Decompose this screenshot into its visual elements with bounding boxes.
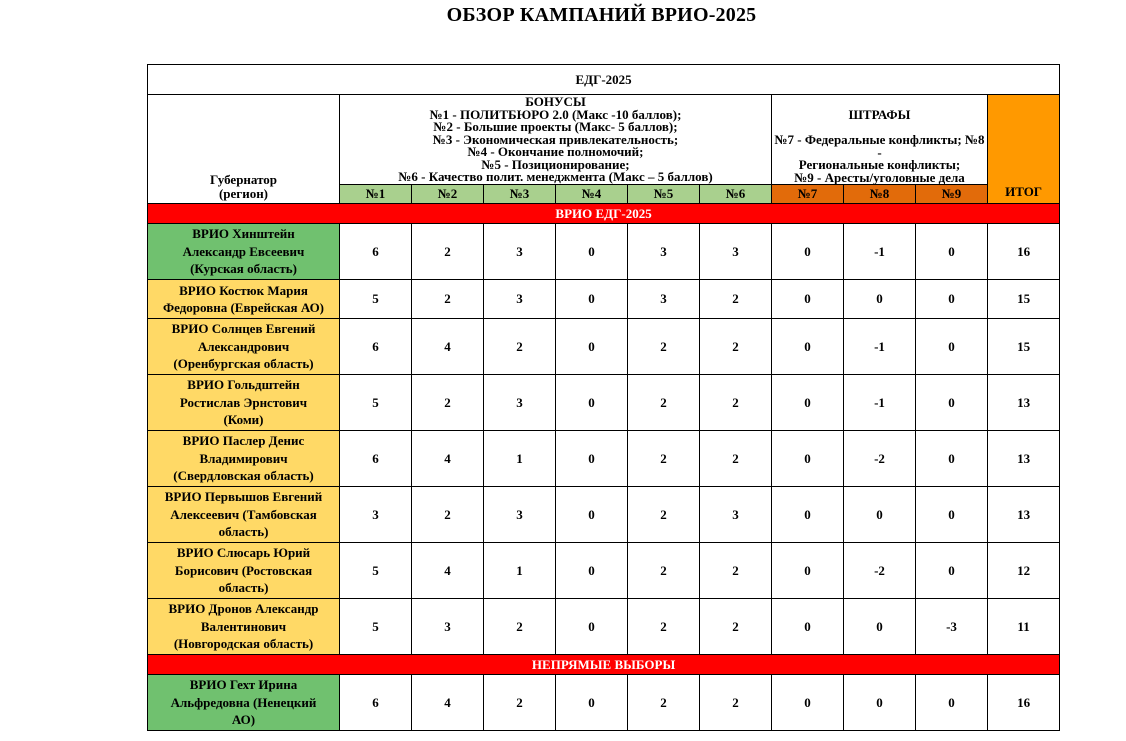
score-cell: 0 — [556, 375, 628, 431]
score-cell: 0 — [772, 375, 844, 431]
governor-name-line: Александр Евсеевич — [182, 243, 305, 259]
governor-name-line: ВРИО Гольдштейн — [187, 377, 300, 393]
score-cell: 2 — [700, 375, 772, 431]
score-cell: 5 — [340, 599, 412, 655]
total-cell: 13 — [988, 431, 1060, 487]
total-cell: 13 — [988, 487, 1060, 543]
score-cell: 5 — [340, 375, 412, 431]
score-cell: 2 — [700, 280, 772, 319]
score-cell: 1 — [484, 431, 556, 487]
governor-name-line: Федоровна (Еврейская АО) — [162, 300, 325, 315]
score-cell: 0 — [772, 431, 844, 487]
governor-name-cell — [148, 224, 340, 280]
score-cell: 2 — [412, 487, 484, 543]
bonus-column-number: №5 — [628, 185, 700, 204]
governor-name-line: Ростислав Эрнстович — [179, 394, 308, 410]
governor-name-cell — [148, 280, 340, 319]
bonus-column-number: №6 — [700, 185, 772, 204]
governor-name-line: (Оренбургская область) — [173, 356, 314, 372]
score-cell: 0 — [556, 487, 628, 543]
score-cell: 3 — [628, 280, 700, 319]
section-row — [148, 204, 1060, 224]
header-description-row — [148, 95, 1060, 185]
governor-name-line: Владимирович — [199, 450, 288, 466]
governor-name-cell — [148, 675, 340, 731]
score-cell: -1 — [844, 319, 916, 375]
bonus-column-number: №1 — [340, 185, 412, 204]
score-cell: 0 — [556, 224, 628, 280]
governor-row — [148, 599, 1060, 655]
score-cell: 0 — [844, 280, 916, 319]
score-cell: 3 — [484, 224, 556, 280]
bonus-legend-line: №1 - ПОЛИТБЮРО 2.0 (Макс -10 баллов); — [429, 106, 682, 122]
governor-name-line: (Курская область) — [190, 261, 297, 277]
total-cell: 15 — [988, 280, 1060, 319]
governor-name-line: Альфредовна (Ненецкий — [170, 694, 317, 710]
score-cell: -1 — [844, 224, 916, 280]
section-row — [148, 655, 1060, 675]
score-cell: 0 — [772, 280, 844, 319]
score-cell: 0 — [772, 319, 844, 375]
bonus-legend-line: №2 - Большие проекты (Макс- 5 баллов); — [433, 119, 678, 134]
score-cell: 2 — [484, 675, 556, 731]
score-cell: 0 — [916, 543, 988, 599]
score-cell: 4 — [412, 543, 484, 599]
score-cell: 3 — [484, 280, 556, 319]
total-cell: 16 — [988, 675, 1060, 731]
governor-name-line: Александрович — [197, 338, 290, 354]
governor-name-cell — [148, 375, 340, 431]
score-cell: -3 — [916, 599, 988, 655]
governor-header-line: (регион) — [218, 186, 269, 201]
score-cell: 0 — [844, 487, 916, 543]
score-cell: 2 — [700, 319, 772, 375]
score-cell: 2 — [700, 431, 772, 487]
governor-row — [148, 280, 1060, 319]
governor-row — [148, 431, 1060, 487]
score-cell: 3 — [412, 599, 484, 655]
governor-row — [148, 375, 1060, 431]
governor-name-line: область) — [218, 524, 269, 540]
governor-name-cell — [148, 431, 340, 487]
score-cell: 3 — [484, 375, 556, 431]
score-cell: 4 — [412, 319, 484, 375]
score-cell: 6 — [340, 431, 412, 487]
governor-name-line: (Коми) — [223, 412, 264, 428]
score-cell: 2 — [628, 487, 700, 543]
governor-name-line: Борисович (Ростовская — [174, 562, 313, 578]
total-cell: 13 — [988, 375, 1060, 431]
governor-name-line: (Свердловская область) — [173, 468, 314, 484]
governor-name-line: ВРИО Паслер Денис — [182, 433, 305, 449]
fine-legend-line: №7 - Федеральные конфликты; №8 - — [774, 132, 985, 160]
page-title: ОБЗОР КАМПАНИЙ ВРИО-2025 — [446, 4, 757, 26]
score-cell: 6 — [340, 675, 412, 731]
score-cell: 0 — [916, 375, 988, 431]
score-cell: 0 — [916, 431, 988, 487]
governor-column-header — [148, 95, 340, 204]
score-cell: 0 — [916, 487, 988, 543]
governor-row — [148, 319, 1060, 375]
governor-name-line: ВРИО Слюсарь Юрий — [176, 545, 311, 561]
governor-name-line: ВРИО Первышов Евгений — [164, 489, 323, 505]
governor-name-line: Алексеевич (Тамбовская — [170, 506, 317, 522]
score-cell: 2 — [628, 431, 700, 487]
governor-name-cell — [148, 599, 340, 655]
governor-name-line: ВРИО Гехт Ирина — [189, 677, 298, 693]
governor-name-line: Валентинович — [200, 618, 287, 634]
score-cell: 4 — [412, 675, 484, 731]
score-cell: 4 — [412, 431, 484, 487]
bonus-column-number: №4 — [556, 185, 628, 204]
score-cell: 2 — [700, 675, 772, 731]
total-column-header: ИТОГ — [988, 95, 1060, 204]
score-cell: 2 — [412, 280, 484, 319]
score-cell: 2 — [412, 224, 484, 280]
score-cell: 2 — [412, 375, 484, 431]
score-cell: 2 — [628, 675, 700, 731]
governor-name-cell — [148, 543, 340, 599]
fine-legend-line: Региональные конфликты; — [798, 157, 961, 172]
score-cell: -1 — [844, 375, 916, 431]
governor-row — [148, 224, 1060, 280]
score-cell: 6 — [340, 224, 412, 280]
governor-name-line: ВРИО Солнцев Евгений — [171, 321, 316, 337]
score-cell: 0 — [844, 599, 916, 655]
score-cell: 2 — [484, 319, 556, 375]
governor-name-line: (Новгородская область) — [173, 636, 314, 652]
score-cell: 0 — [844, 675, 916, 731]
governor-name-line: область) — [218, 580, 269, 596]
total-cell: 11 — [988, 599, 1060, 655]
bonus-column-number: №3 — [484, 185, 556, 204]
governor-name-line: ВРИО Хинштейн — [192, 226, 295, 242]
governor-name-line: АО) — [231, 712, 256, 728]
bonus-legend-line: №6 - Качество полит. менеджмента (Макс – 5 баллов) — [398, 169, 713, 184]
score-cell: 0 — [556, 543, 628, 599]
score-cell: 0 — [772, 599, 844, 655]
bonus-legend — [340, 95, 772, 185]
score-cell: 6 — [340, 319, 412, 375]
fine-column-number: №8 — [844, 185, 916, 204]
table-title: ЕДГ-2025 — [148, 65, 1060, 95]
total-cell: 16 — [988, 224, 1060, 280]
score-cell: 5 — [340, 280, 412, 319]
score-cell: 0 — [916, 280, 988, 319]
score-cell: 0 — [556, 599, 628, 655]
score-cell: 0 — [556, 675, 628, 731]
bonus-legend-line: БОНУСЫ — [525, 94, 586, 109]
governor-name-line: ВРИО Дронов Александр — [168, 601, 319, 617]
total-cell: 12 — [988, 543, 1060, 599]
score-cell: 2 — [628, 375, 700, 431]
fine-legend-line: №9 - Аресты/уголовные дела — [794, 169, 965, 185]
bonus-column-number: №2 — [412, 185, 484, 204]
score-cell: 0 — [916, 675, 988, 731]
table-title-row — [148, 65, 1060, 95]
score-cell: 3 — [700, 487, 772, 543]
score-cell: 2 — [700, 599, 772, 655]
score-cell: 0 — [556, 431, 628, 487]
total-cell: 15 — [988, 319, 1060, 375]
section-title: ВРИО ЕДГ-2025 — [148, 204, 1060, 224]
score-cell: 2 — [628, 319, 700, 375]
score-cell: 3 — [700, 224, 772, 280]
score-cell: 0 — [916, 319, 988, 375]
score-cell: 0 — [772, 543, 844, 599]
score-cell: 5 — [340, 543, 412, 599]
score-cell: 0 — [916, 224, 988, 280]
governor-row — [148, 675, 1060, 731]
governor-name-cell — [148, 487, 340, 543]
bonus-legend-line: №5 - Позиционирование; — [481, 156, 630, 172]
governor-row — [148, 487, 1060, 543]
fine-legend — [772, 95, 988, 185]
section-title: НЕПРЯМЫЕ ВЫБОРЫ — [148, 655, 1060, 675]
score-cell: 0 — [556, 319, 628, 375]
bonus-legend-line: №3 - Экономическая привлекательность; — [432, 131, 679, 147]
score-cell: 0 — [772, 487, 844, 543]
score-cell: 1 — [484, 543, 556, 599]
score-cell: 0 — [772, 675, 844, 731]
campaign-score-table — [147, 64, 1060, 731]
score-cell: 0 — [772, 224, 844, 280]
score-cell: 2 — [628, 543, 700, 599]
fine-column-number: №7 — [772, 185, 844, 204]
bonus-legend-line: №4 - Окончание полномочий; — [467, 144, 644, 159]
governor-name-cell — [148, 319, 340, 375]
score-cell: 3 — [340, 487, 412, 543]
score-cell: 2 — [484, 599, 556, 655]
governor-name-line: ВРИО Костюк Мария — [179, 282, 308, 298]
governor-row — [148, 543, 1060, 599]
score-cell: 0 — [556, 280, 628, 319]
score-cell: 3 — [484, 487, 556, 543]
governor-header-line: Губернатор — [209, 172, 278, 187]
score-cell: 3 — [628, 224, 700, 280]
score-cell: -2 — [844, 543, 916, 599]
score-cell: -2 — [844, 431, 916, 487]
fine-legend-line: ШТРАФЫ — [848, 107, 911, 122]
score-cell: 2 — [700, 543, 772, 599]
fine-column-number: №9 — [916, 185, 988, 204]
score-cell: 2 — [628, 599, 700, 655]
